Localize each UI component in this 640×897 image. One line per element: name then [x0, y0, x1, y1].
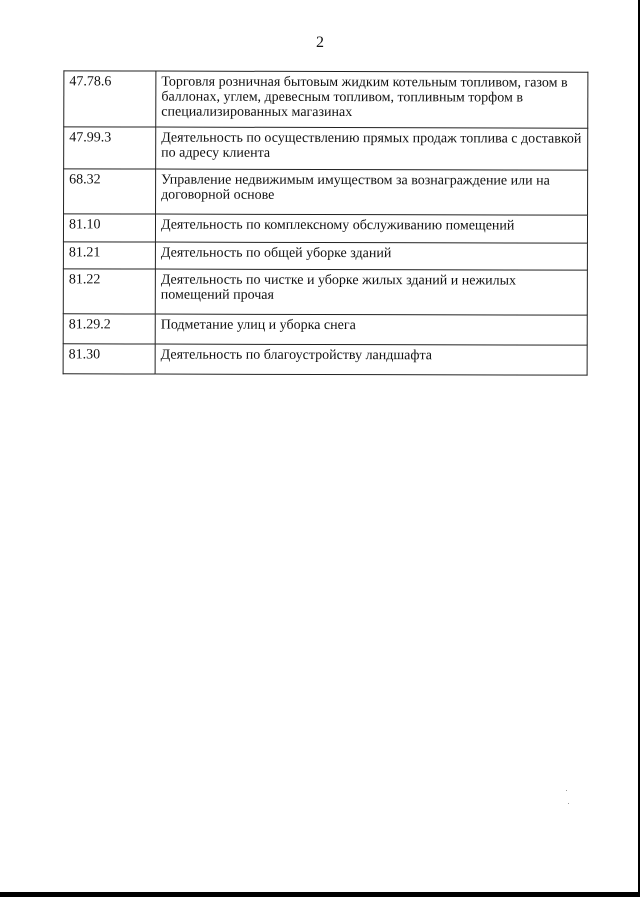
- scan-speck: [568, 803, 569, 804]
- activity-description: Деятельность по комплексному обслуживанию помещений: [155, 214, 587, 243]
- activity-description: Управление недвижимым имуществом за вознаграждение или на договорной основе: [156, 169, 588, 215]
- scan-edge-bottom: [0, 892, 640, 897]
- scan-speck: [566, 790, 567, 791]
- activity-description: Торговля розничная бытовым жидким котельным топливом, газом в баллонах, углем, древесным топливом, топливным торфом в специализированных магазинах: [156, 71, 588, 128]
- table-row: [64, 127, 588, 170]
- page-number: 2: [316, 34, 324, 51]
- activity-code: 47.78.6: [64, 71, 156, 127]
- activity-code: 81.29.2: [63, 314, 155, 344]
- activity-description: Деятельность по осуществлению прямых продаж топлива с доставкой по адресу клиента: [156, 127, 588, 170]
- activity-code: 68.32: [64, 169, 156, 214]
- table-row: [63, 214, 587, 243]
- table-row: [63, 242, 587, 270]
- activity-codes-table: [63, 70, 589, 375]
- table-row: [63, 269, 587, 315]
- activity-description: Деятельность по благоустройству ландшафта: [155, 344, 587, 375]
- activity-code: 81.10: [63, 214, 155, 242]
- table-row: [63, 344, 587, 375]
- table-row: [63, 314, 587, 345]
- activity-description: Подметание улиц и уборка снега: [155, 314, 587, 345]
- table-row: [64, 71, 588, 128]
- activity-description: Деятельность по общей уборке зданий: [155, 242, 587, 270]
- activity-code: 81.22: [63, 269, 155, 314]
- activity-description: Деятельность по чистке и уборке жилых зданий и нежилых помещений прочая: [155, 269, 587, 315]
- table-row: [64, 169, 588, 215]
- activity-code: 47.99.3: [64, 127, 156, 169]
- activity-code: 81.30: [63, 344, 155, 374]
- activity-code: 81.21: [63, 242, 155, 269]
